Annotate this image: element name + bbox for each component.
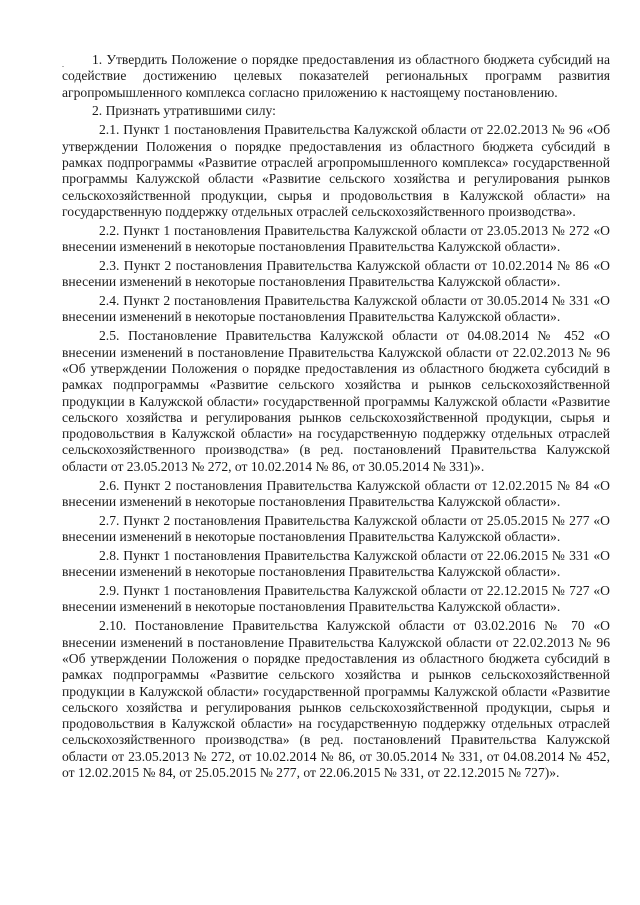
paragraph-2-5: 2.5. Постановление Правительства Калужской области от 04.08.2014 № 452 «О внесении изменений в постановление Правительства Калужской области от 22.02.2013 № 96 «Об утверждении Положения о порядке предоставления из областного бюджета субсидий в рамках подпрограммы «Развитие сельского хозяйства и рынков сельскохозяйственной продукции в Калужской области» государственной программы Калужской области «Развитие сельского хозяйства и регулирования рынков сельскохозяйственной продукции, сырья и продовольствия в Калужской области» на государственную поддержку отдельных отраслей сельскохозяйственного производства» (в ред. постановлений Правительства Калужской области от 23.05.2013 № 272, от 10.02.2014 № 86, от 30.05.2014 № 331)». — [62, 328, 610, 474]
paragraph-1: 1. Утвердить Положение о порядке предоставления из областного бюджета субсидий на содействие достижению целевых показателей региональных программ развития агропромышленного комплекса согласно приложению к настоящему постановлению. — [62, 52, 610, 100]
paragraph-2-10: 2.10. Постановление Правительства Калужской области от 03.02.2016 № 70 «О внесении изменений в постановление Правительства Калужской области от 22.02.2013 № 96 «Об утверждении Положения о порядке предоставления из областного бюджета субсидий в рамках подпрограммы «Развитие сельского хозяйства и рынков сельскохозяйственной продукции в Калужской области» государственной программы Калужской области «Развитие сельского хозяйства и регулирования рынков сельскохозяйственной продукции, сырья и продовольствия в Калужской области» на государственную поддержку отдельных отраслей сельскохозяйственного производства» (в ред. постановлений Правительства Калужской области от 23.05.2013 № 272, от 10.02.2014 № 86, от 30.05.2014 № 331, от 04.08.2014 № 452, от 12.02.2015 № 84, от 25.05.2015 № 277, от 22.06.2015 № 331, от 22.12.2015 № 727)». — [62, 618, 610, 780]
paragraph-2-8: 2.8. Пункт 1 постановления Правительства Калужской области от 22.06.2015 № 331 «О внесении изменений в некоторые постановления Правительства Калужской области». — [62, 547, 610, 580]
paragraph-2-1: 2.1. Пункт 1 постановления Правительства Калужской области от 22.02.2013 № 96 «Об утверждении Положения о порядке предоставления из областного бюджета субсидий в рамках подпрограммы «Развитие отраслей агропромышленного комплекса» государственной программы Калужской области «Развитие сельского хозяйства и регулирования рынков сельскохозяйственной продукции, сырья и продовольствия в Калужской области» на государственную поддержку отдельных отраслей сельскохозяйственного производства». — [62, 122, 610, 219]
paragraph-2-6: 2.6. Пункт 2 постановления Правительства Калужской области от 12.02.2015 № 84 «О внесении изменений в некоторые постановления Правительства Калужской области». — [62, 477, 610, 509]
document-body — [62, 52, 610, 784]
paragraph-2: 2. Признать утратившими силу: — [92, 103, 276, 119]
paragraph-2-7: 2.7. Пункт 2 постановления Правительства Калужской области от 25.05.2015 № 277 «О внесении изменений в некоторые постановления Правительства Калужской области». — [62, 512, 610, 545]
paragraph-2-3: 2.3. Пункт 2 постановления Правительства Калужской области от 10.02.2014 № 86 «О внесении изменений в некоторые постановления Правительства Калужской области». — [62, 257, 610, 290]
paragraph-2-4: 2.4. Пункт 2 постановления Правительства Калужской области от 30.05.2014 № 331 «О внесении изменений в некоторые постановления Правительства Калужской области». — [62, 293, 610, 325]
paragraph-2-9: 2.9. Пункт 1 постановления Правительства Калужской области от 22.12.2015 № 727 «О внесении изменений в некоторые постановления Правительства Калужской области». — [62, 583, 610, 615]
paragraph-2-2: 2.2. Пункт 1 постановления Правительства Калужской области от 23.05.2013 № 272 «О внесении изменений в некоторые постановления Правительства Калужской области». — [62, 222, 610, 255]
